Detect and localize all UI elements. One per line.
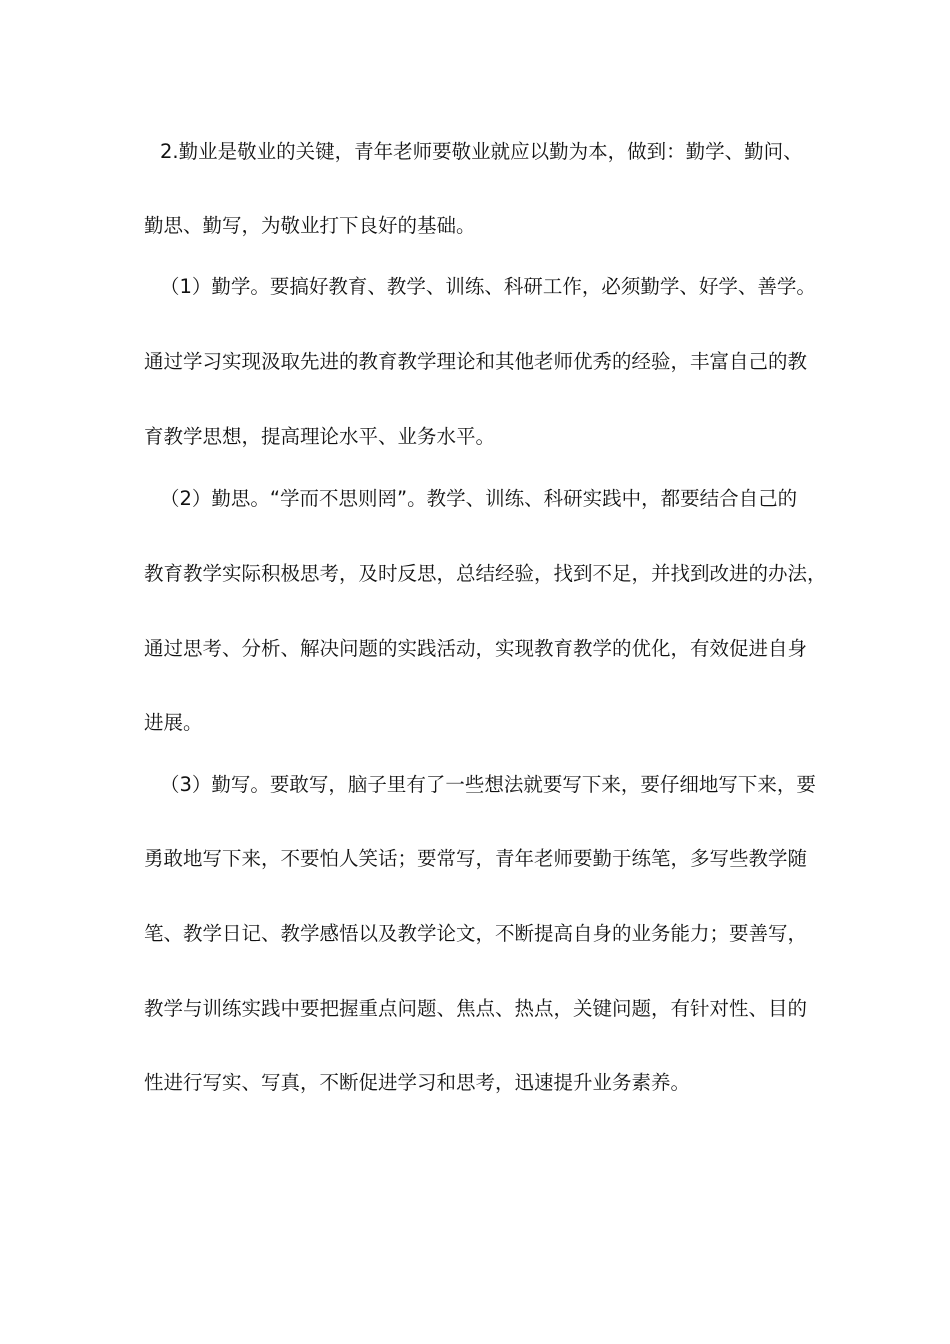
paragraph-3-line-1: （2）勤思。“学而不思则罔”。教学、训练、科研实践中，都要结合自己的 (160, 487, 798, 510)
paragraph-2-line-3: 育教学思想，提高理论水平、业务水平。 (144, 425, 496, 448)
paragraph-4-line-3: 笔、教学日记、教学感悟以及教学论文，不断提高自身的业务能力；要善写， (144, 922, 808, 945)
paragraph-1-line-1: 2.勤业是敬业的关键，青年老师要敬业就应以勤为本，做到：勤学、勤问、 (160, 140, 803, 163)
paragraph-3-line-3: 通过思考、分析、解决问题的实践活动，实现教育教学的优化，有效促进自身 (144, 637, 808, 660)
paragraph-4-line-5: 性进行写实、写真，不断促进学习和思考，迅速提升业务素养。 (144, 1071, 691, 1094)
paragraph-3-line-2: 教育教学实际积极思考，及时反思，总结经验，找到不足，并找到改进的办法， (144, 562, 827, 585)
paragraph-4-line-2: 勇敢地写下来，不要怕人笑话；要常写，青年老师要勤于练笔，多写些教学随 (144, 847, 808, 870)
paragraph-4-line-1: （3）勤写。要敢写，脑子里有了一些想法就要写下来，要仔细地写下来，要 (160, 773, 816, 796)
paragraph-4-line-4: 教学与训练实践中要把握重点问题、焦点、热点，关键问题，有针对性、目的 (144, 997, 808, 1020)
paragraph-3-line-4: 进展。 (144, 711, 203, 734)
paragraph-2-line-1: （1）勤学。要搞好教育、教学、训练、科研工作，必须勤学、好学、善学。 (160, 275, 816, 298)
paragraph-1-line-2: 勤思、勤写，为敬业打下良好的基础。 (144, 214, 476, 237)
paragraph-2-line-2: 通过学习实现汲取先进的教育教学理论和其他老师优秀的经验，丰富自己的教 (144, 350, 808, 373)
